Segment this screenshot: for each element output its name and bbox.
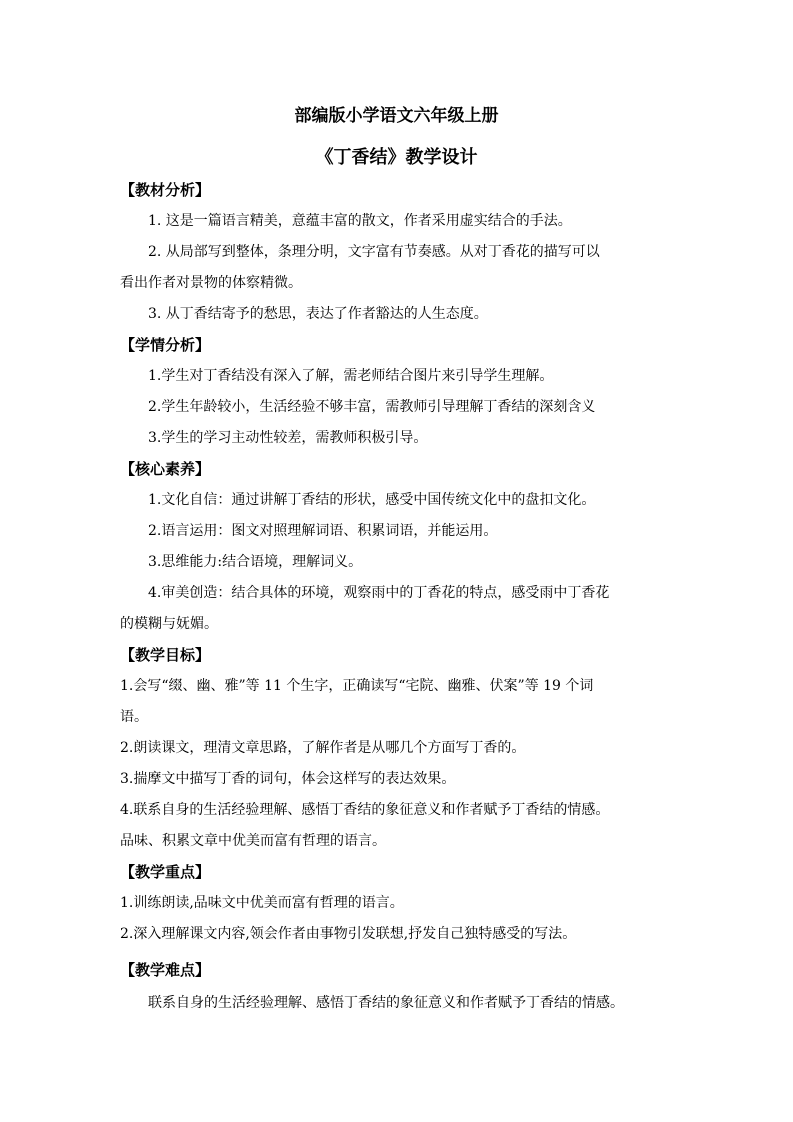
paragraph-line: 3. 从丁香结寄予的愁思，表达了作者豁达的人生态度。 <box>148 306 488 322</box>
paragraph-line: 看出作者对景物的体察精微。 <box>120 275 302 291</box>
paragraph-line: 1.会写“缀、幽、雅”等 11 个生字，正确读写“宅院、幽雅、伏案”等 19 个词 <box>120 678 594 694</box>
section-heading-teaching-goals: 【教学目标】 <box>120 646 211 664</box>
paragraph-line: 1.文化自信：通过讲解丁香结的形状，感受中国传统文化中的盘扣文化。 <box>148 492 596 508</box>
paragraph-line: 3.学生的学习主动性较差，需教师积极引导。 <box>148 430 428 446</box>
paragraph-line: 的模糊与妩媚。 <box>120 616 218 632</box>
paragraph-line: 2. 从局部写到整体，条理分明，文字富有节奏感。从对丁香花的描写可以 <box>148 244 600 260</box>
document-subtitle: 《丁香结》教学设计 <box>315 147 478 168</box>
section-heading-key-points: 【教学重点】 <box>120 863 211 881</box>
paragraph-line: 4.审美创造：结合具体的环境，观察雨中的丁香花的特点，感受雨中丁香花 <box>148 585 610 601</box>
document-title: 部编版小学语文六年级上册 <box>294 106 499 126</box>
paragraph-line: 语。 <box>120 709 148 725</box>
paragraph-line: 1.训练朗读,品味文中优美而富有哲理的语言。 <box>120 895 404 911</box>
paragraph-line: 2.语言运用：图文对照理解词语、积累词语，并能运用。 <box>148 523 498 539</box>
paragraph-line: 3.揣摩文中描写丁香的词句，体会这样写的表达效果。 <box>120 771 456 787</box>
paragraph-line: 3.思维能力:结合语境，理解词义。 <box>148 554 363 570</box>
paragraph-line: 1. 这是一篇语言精美，意蕴丰富的散文，作者采用虚实结合的手法。 <box>148 213 572 229</box>
section-heading-core-literacy: 【核心素养】 <box>120 460 211 478</box>
paragraph-line: 1.学生对丁香结没有深入了解，需老师结合图片来引导学生理解。 <box>148 368 554 384</box>
paragraph-line: 2.学生年龄较小，生活经验不够丰富，需教师引导理解丁香结的深刻含义 <box>148 399 596 415</box>
section-heading-difficulties: 【教学难点】 <box>120 961 211 979</box>
paragraph-line: 品味、积累文章中优美而富有哲理的语言。 <box>120 833 386 849</box>
paragraph-line: 4.联系自身的生活经验理解、感悟丁香结的象征意义和作者赋予丁香结的情感。 <box>120 802 610 818</box>
paragraph-line: 联系自身的生活经验理解、感悟丁香结的象征意义和作者赋予丁香结的情感。 <box>148 995 624 1011</box>
section-heading-student-analysis: 【学情分析】 <box>120 336 211 354</box>
paragraph-line: 2.朗读课文，理清文章思路，了解作者是从哪几个方面写丁香的。 <box>120 740 526 756</box>
section-heading-textbook-analysis: 【教材分析】 <box>120 181 211 199</box>
paragraph-line: 2.深入理解课文内容,领会作者由事物引发联想,抒发自己独特感受的写法。 <box>120 926 577 942</box>
